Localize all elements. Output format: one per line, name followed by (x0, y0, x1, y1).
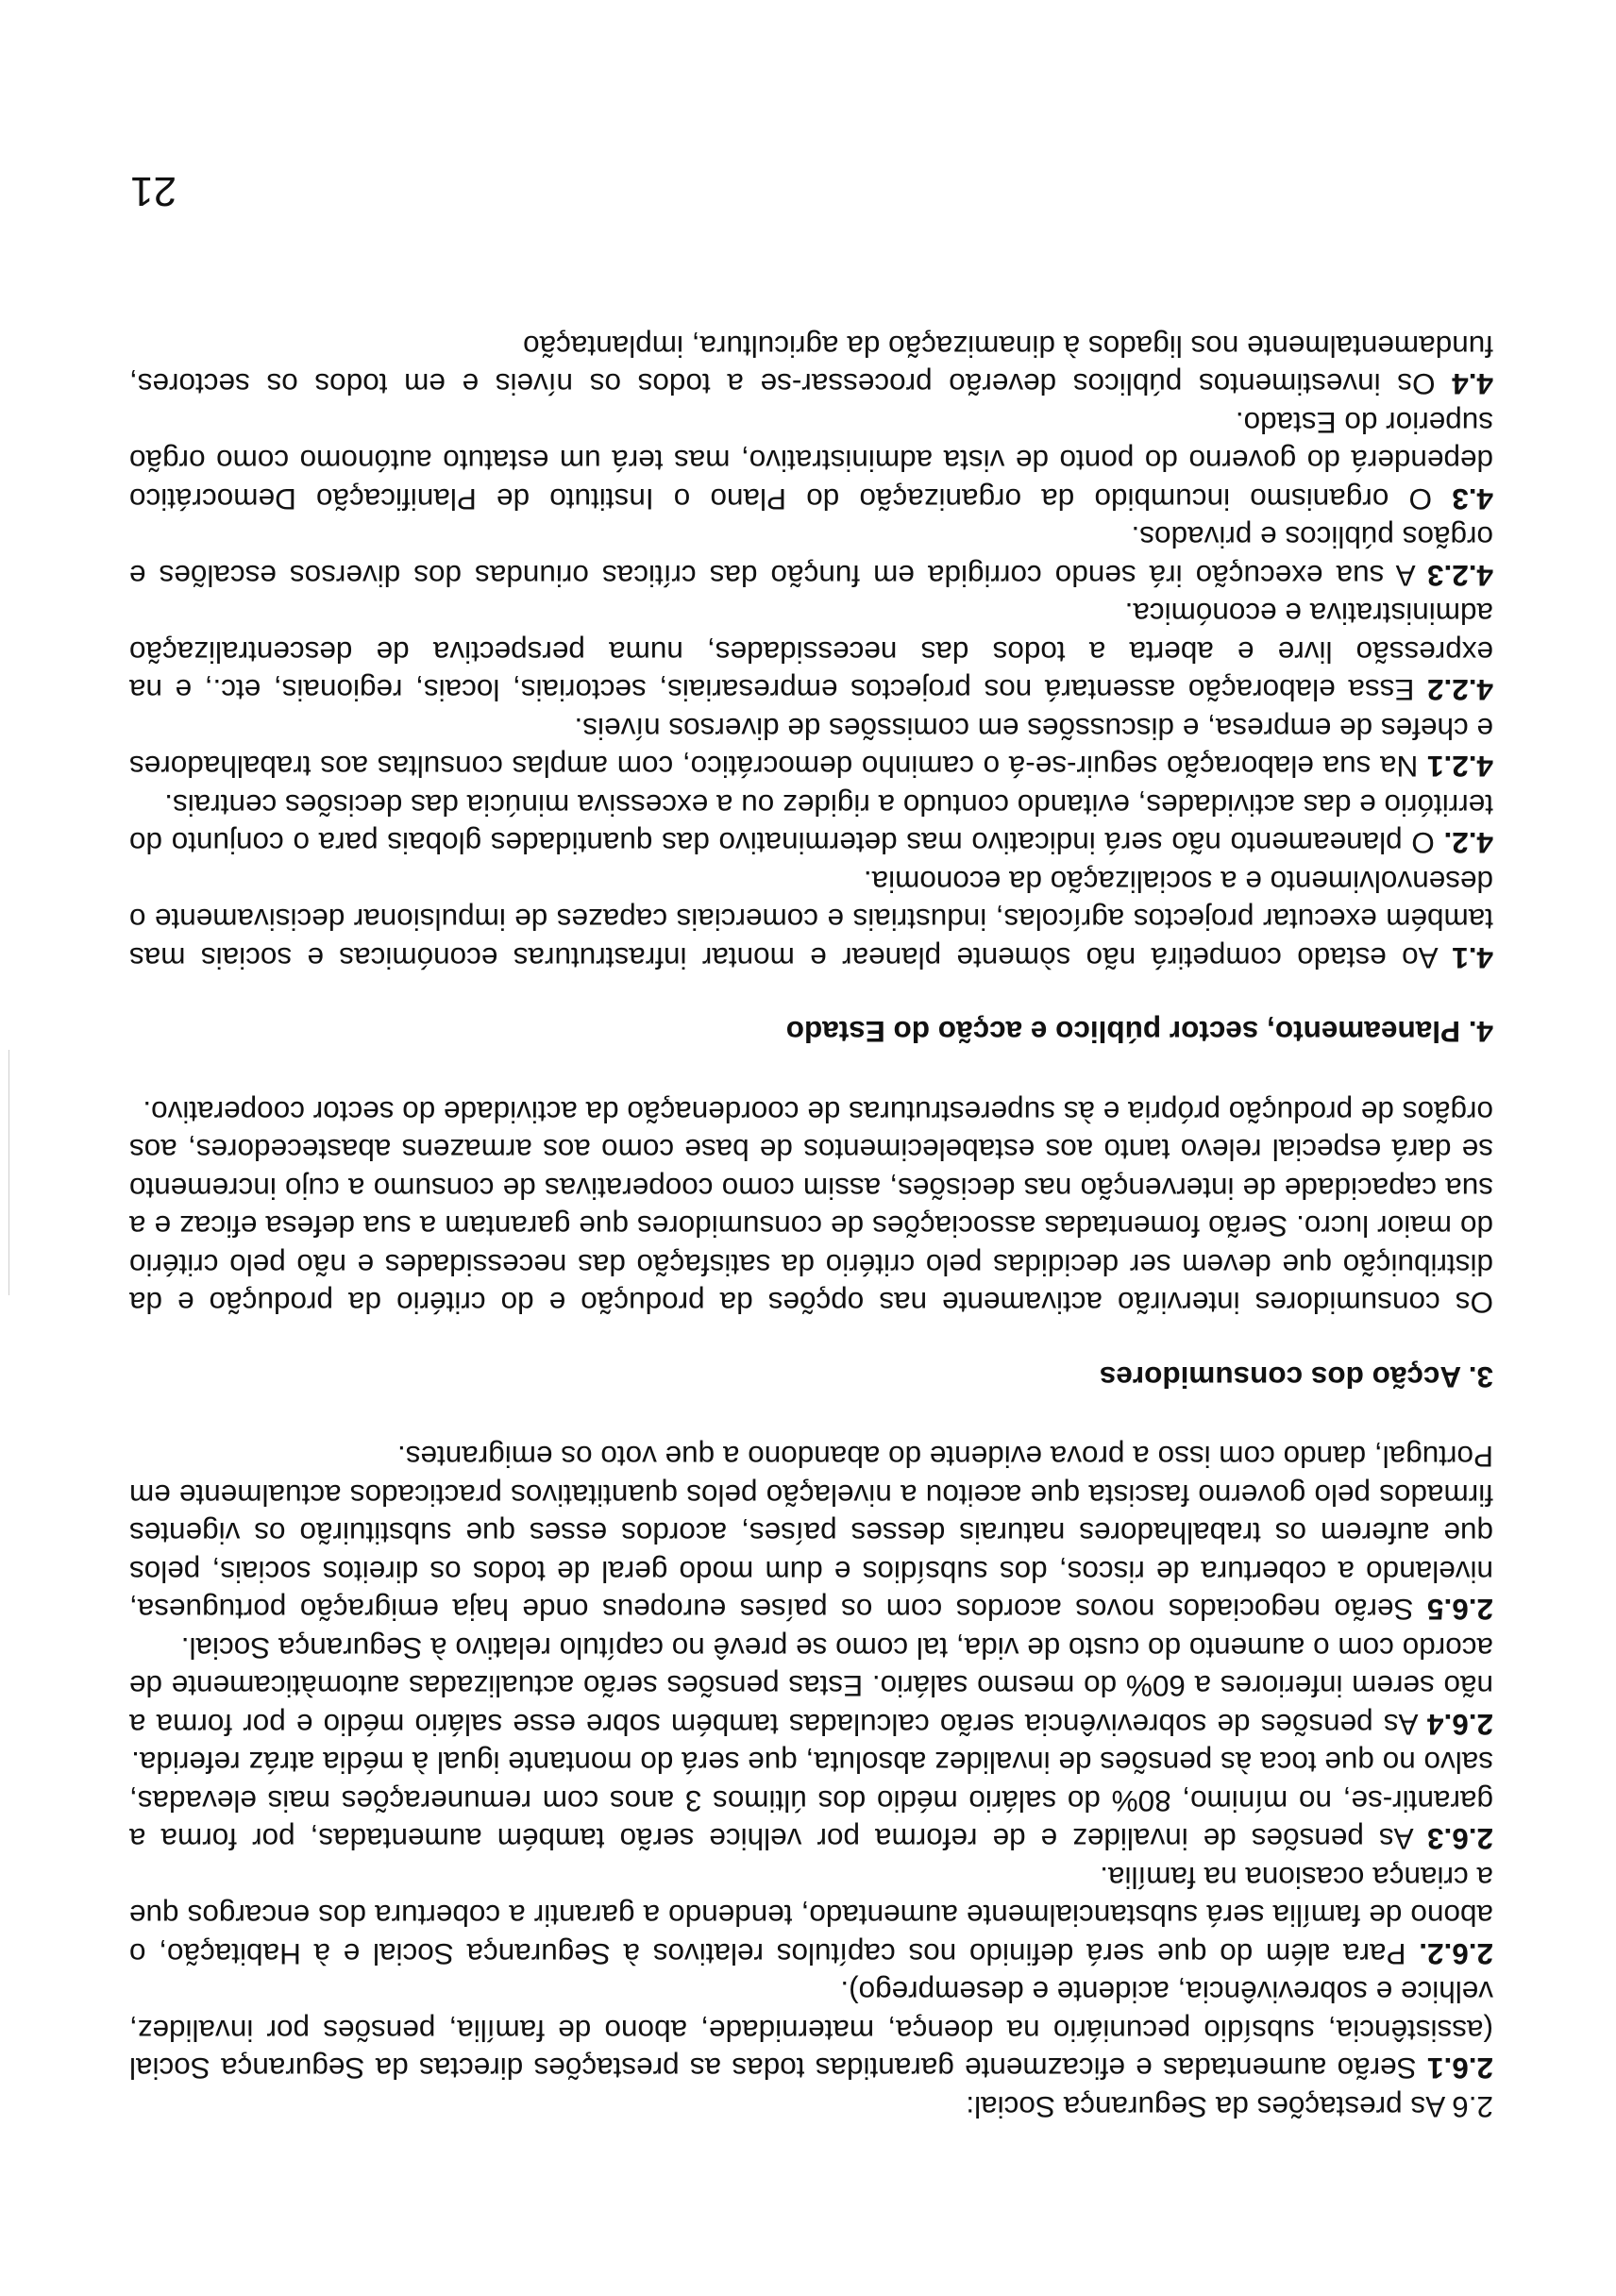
item-number: 4.3 (1452, 482, 1493, 516)
item-text: Para além do que será definido nos capítulos relativos à Segurança Social e à Habitação, o abono de família será substancialmente aumentado, tendendo a garantir a cobertura dos encargos que a criança ocasiona na família. (129, 1861, 1493, 1971)
item-text: As pensões de invalidez e de reforma por velhice serão também aumentadas, por forma a garantir-se, no mínimo, 80% do salário médio dos últimos 3 anos com remunerações mais elevadas, salvo no que toca às pensões de invalidez absoluta, que será do montante igual à média atráz referida. (129, 1746, 1493, 1857)
paragraph-4-2 (129, 786, 1493, 863)
item-number: 2.6.2. (1419, 1937, 1493, 1971)
item-number: 4.2.2 (1426, 673, 1493, 708)
item-text: Serão aumentadas e eficazmente garantidas todas as prestações directas da Segurança Social (assistência, subsídio pecuniário na doença, maternidade, abono de família, pensões por invalidez, velhice e sobrevivência, acidente e desemprego). (129, 1975, 1493, 2086)
paragraph-2-6-1 (129, 1973, 1493, 2088)
item-number: 2.6.3 (1426, 1822, 1493, 1857)
paragraph-4-4 (129, 328, 1493, 404)
paragraph-2-6-3 (129, 1744, 1493, 1859)
paragraph-2-6-4 (129, 1629, 1493, 1745)
item-text: Na sua elaboração seguir-se-á o caminho democrático, com amplas consultas aos trabalhadores e chefes de empresa, e discussões em comissões de diversos níveis. (129, 712, 1493, 785)
page-body (129, 328, 1493, 2127)
paragraph-4-1 (129, 863, 1493, 978)
item-number: 2.6.1 (1426, 2051, 1493, 2086)
section-3-body: Os consumidores intervirão activamente nas opções da produção e do critério da produção e da distribuição que devem ser decididas pelo critério da satisfação das necessidades e não pelo critério do maior lucro. Serão fomentadas associações de consumidores que garantam a sua defesa eficaz e a sua capacidade de intervenção nas decisões, assim como cooperativas de consumo a cujo incremento se dará especial relevo tanto aos estabelecimentos de base como aos armazens abastecedores, aos orgãos de produção própria e às superestruturas de coordenação da actividade do sector cooperativo. (129, 1095, 1493, 1321)
item-number: 4.2.3 (1426, 559, 1493, 593)
item-text: Os investimentos públicos deverão processar-se a todos os níveis e em todos os sectores, fundamentalmente nos ligados à dinamização da agricultura, implantação (129, 329, 1493, 402)
section-3-heading: 3. Acção dos consumidores (1099, 1360, 1493, 1394)
item-text: O organismo incumbido da organização do Plano o Instituto de Planificação Democrático dependerá do governo do ponto de vista administrativo, mas terá um estatuto autónomo como orgão superior do Estado. (129, 406, 1493, 516)
item-number: 4.2. (1443, 826, 1493, 861)
paragraph-4-2-3 (129, 518, 1493, 595)
section-2-6-intro: 2.6 As prestações da Segurança Social: (966, 2090, 1493, 2124)
scan-edge-line (8, 1050, 9, 1295)
section-4-heading: 4. Planeamento, sector público e acção do Estado (785, 1015, 1493, 1050)
paragraph-4-2-1 (129, 710, 1493, 786)
item-text: O planeamento não será indicativo mas determinativo das quantidades globais para o conjunto do território e das actividades, evitando contudo a rigidez ou a excessiva minúcia das decisões centrais. (129, 788, 1493, 861)
paragraph-2-6-5 (129, 1438, 1493, 1629)
item-text: Serão negociados novos acordos com os países europeus onde haja emigração portuguesa, nivelando a cobertura de riscos, dos subsídios e dum modo geral de todos os direitos sociais, pelos que auferem os trabalhadores naturais desses países, acordos esses que substituirão os vigentes firmados pelo governo fascista que aceitou a nivelação pelos quantitativos practicados actualmente em Portugal, dando com isso a prova evidente do abandono a que voto os emigrantes. (129, 1440, 1493, 1628)
item-number: 4.4 (1452, 367, 1493, 402)
paragraph-4-3 (129, 404, 1493, 519)
item-text: As pensões de sobrevivência serão calculadas também sobre esse salário médio e por forma a não serem inferiores a 60% do mesmo salário. Estas pensões serão actualizadas automàticamente de acordo com o aumento do custo de vida, tal como se prevê no capítulo relativo à Segurança Social. (129, 1631, 1493, 1742)
item-number: 4.2.1 (1426, 750, 1493, 785)
page-number: 21 (130, 168, 177, 214)
item-text: Essa elaboração assentará nos projectos empresariais, sectoriais, locais, regionais, etc., e na expressão livre e aberta a todos das necessidades, numa perspectiva de descentralização administrativa e económica. (129, 597, 1493, 708)
paragraph-2-6-2 (129, 1859, 1493, 1974)
item-number: 2.6.4 (1426, 1708, 1493, 1742)
item-text: A sua execução irá sendo corrigida em função das críticas oriundas dos diversos escalões e orgãos públicos e privados. (129, 520, 1493, 593)
item-text: Ao estado competirá não sòmente planear e montar infrastruturas económicas e sociais mas também executar projectos agrícolas, industriais e comerciais capazes de impulsionar decisivamente o desenvolvimento e a socialização da economia. (129, 865, 1493, 975)
item-number: 2.6.5 (1426, 1593, 1493, 1628)
item-number: 4.1 (1452, 941, 1493, 975)
paragraph-4-2-2 (129, 595, 1493, 710)
